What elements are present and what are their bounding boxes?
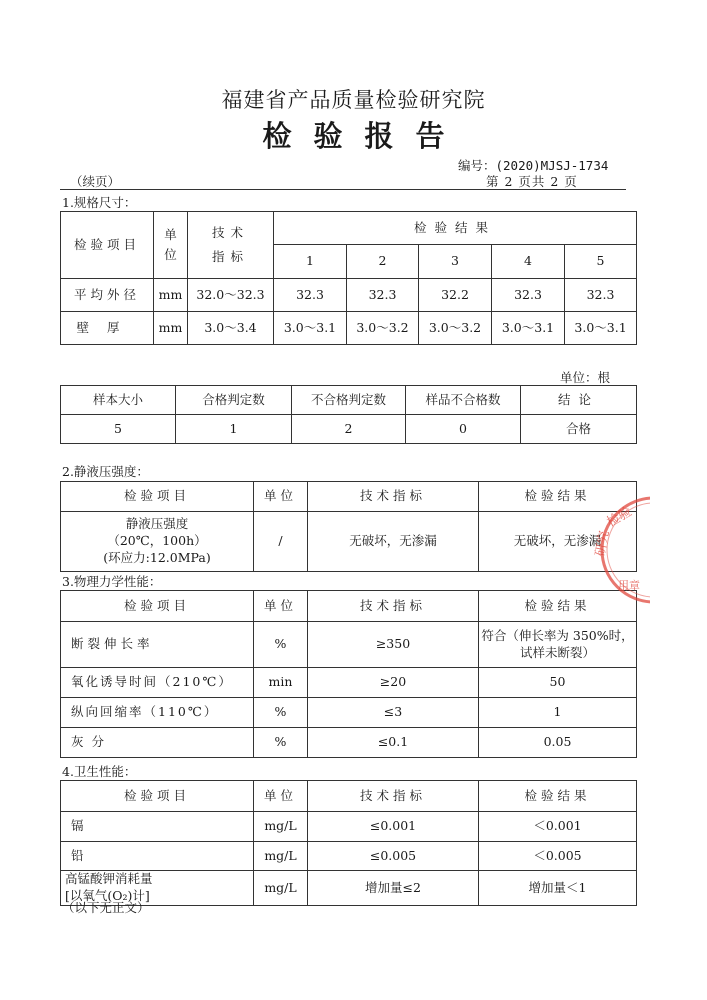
row-result: 50: [479, 668, 637, 698]
hydrostatic-result: 无破坏，无渗漏: [479, 512, 637, 572]
svg-text:检验: 检验: [604, 504, 635, 531]
col-header-unit: 单位: [154, 212, 188, 279]
row-result: 符合（伸长率为 350%时，试样未断裂）: [479, 622, 637, 668]
col-header-item: 检验项目: [61, 212, 154, 279]
row-spec: 32.0～32.3: [188, 279, 274, 312]
sample-value: 1: [176, 415, 292, 444]
section-1-title: 1.规格尺寸：: [62, 195, 137, 210]
row-unit: mg/L: [254, 812, 308, 842]
row-item: 铅: [61, 842, 254, 871]
mechanical-table: [60, 590, 637, 758]
col-header-spec: 技术指标: [308, 781, 479, 812]
row-item: 断裂伸长率: [61, 622, 254, 668]
row-val: 32.3: [565, 279, 637, 312]
sample-col-3: 3: [419, 245, 492, 279]
col-header-unit: 单位: [254, 591, 308, 622]
section-3-title: 3.物理力学性能：: [62, 574, 162, 589]
col-header-result: 检验结果: [479, 482, 637, 512]
row-item: 灰分: [61, 728, 254, 758]
hydrostatic-spec: 无破坏，无渗漏: [308, 512, 479, 572]
col-header-item: 检验项目: [61, 591, 254, 622]
row-val: 3.0～3.1: [274, 312, 347, 345]
header-divider: [60, 189, 626, 190]
page-info: 第 2 页共 2 页: [486, 174, 578, 189]
row-spec: ≤0.1: [308, 728, 479, 758]
col-header-item: 检验项目: [61, 482, 254, 512]
row-result: ＜0.001: [479, 812, 637, 842]
row-spec: ≥350: [308, 622, 479, 668]
row-unit: %: [254, 622, 308, 668]
section-2-title: 2.静液压强度：: [62, 464, 149, 479]
sample-value: 0: [406, 415, 521, 444]
continued-label: （续页）: [70, 174, 121, 189]
sample-col-2: 2: [347, 245, 419, 279]
row-val: 3.0～3.2: [419, 312, 492, 345]
row-val: 32.2: [419, 279, 492, 312]
row-item: 镉: [61, 812, 254, 842]
row-unit: mg/L: [254, 871, 308, 906]
sample-table: [60, 385, 637, 444]
section-4-title: 4.卫生性能：: [62, 764, 137, 779]
table-row: [61, 279, 637, 312]
table-row: [61, 622, 637, 668]
institute-name: 福建省产品质量检验研究院: [221, 88, 486, 112]
row-val: 32.3: [274, 279, 347, 312]
report-title: 检验报告: [262, 119, 467, 153]
sample-col-4: 4: [492, 245, 565, 279]
sample-header: 结论: [521, 386, 637, 415]
row-spec: 3.0～3.4: [188, 312, 274, 345]
end-note: （以下无正文）: [62, 900, 150, 915]
hydrostatic-item: 静液压强度 （20℃，100h） (环应力:12.0MPa): [61, 512, 254, 572]
sample-header: 样本大小: [61, 386, 176, 415]
col-header-unit: 单位: [254, 482, 308, 512]
report-number: 编号：(2020)MJSJ-1734: [458, 158, 609, 173]
table-row: [61, 698, 637, 728]
row-result: 增加量＜1: [479, 871, 637, 906]
row-val: 32.3: [492, 279, 565, 312]
row-result: ＜0.005: [479, 842, 637, 871]
row-val: 3.0～3.1: [565, 312, 637, 345]
spec-table: [60, 211, 637, 345]
row-unit: mm: [154, 279, 188, 312]
hydrostatic-unit: /: [254, 512, 308, 572]
table-row: [61, 312, 637, 345]
table-row: [61, 728, 637, 758]
row-item: 纵向回缩率（110℃）: [61, 698, 254, 728]
row-spec: ≤0.005: [308, 842, 479, 871]
seal-stamp: [592, 495, 650, 605]
svg-text:用章: 用章: [618, 579, 640, 592]
row-item: 壁厚: [61, 312, 154, 345]
sample-header: 不合格判定数: [292, 386, 406, 415]
row-val: 32.3: [347, 279, 419, 312]
table-row: [61, 668, 637, 698]
col-header-spec: 技术指标: [308, 591, 479, 622]
col-header-unit: 单位: [254, 781, 308, 812]
row-unit: mm: [154, 312, 188, 345]
hydrostatic-table: [60, 481, 637, 572]
row-unit: %: [254, 698, 308, 728]
row-val: 3.0～3.1: [492, 312, 565, 345]
hygiene-table: [60, 780, 637, 906]
row-unit: min: [254, 668, 308, 698]
col-header-spec: 技术指标: [188, 212, 274, 279]
row-unit: %: [254, 728, 308, 758]
row-item: 平均外径: [61, 279, 154, 312]
sample-value: 2: [292, 415, 406, 444]
sample-unit-label: 单位：根: [560, 370, 611, 385]
row-unit: mg/L: [254, 842, 308, 871]
row-spec: ≤3: [308, 698, 479, 728]
sample-header: 合格判定数: [176, 386, 292, 415]
row-result: 1: [479, 698, 637, 728]
row-spec: ≤0.001: [308, 812, 479, 842]
col-header-result: 检验结果: [274, 212, 637, 245]
row-spec: 增加量≤2: [308, 871, 479, 906]
sample-value: 合格: [521, 415, 637, 444]
row-val: 3.0～3.2: [347, 312, 419, 345]
sample-header: 样品不合格数: [406, 386, 521, 415]
svg-text:研究: 研究: [593, 529, 613, 558]
row-item: 高锰酸钾消耗量 [以氧气(O₂)计]: [61, 871, 254, 906]
col-header-spec: 技术指标: [308, 482, 479, 512]
sample-value: 5: [61, 415, 176, 444]
table-row: [61, 812, 637, 842]
row-result: 0.05: [479, 728, 637, 758]
col-header-result: 检验结果: [479, 781, 637, 812]
sample-col-1: 1: [274, 245, 347, 279]
row-spec: ≥20: [308, 668, 479, 698]
col-header-item: 检验项目: [61, 781, 254, 812]
sample-col-5: 5: [565, 245, 637, 279]
col-header-result: 检验结果: [479, 591, 637, 622]
table-row: [61, 842, 637, 871]
row-item: 氧化诱导时间（210℃）: [61, 668, 254, 698]
